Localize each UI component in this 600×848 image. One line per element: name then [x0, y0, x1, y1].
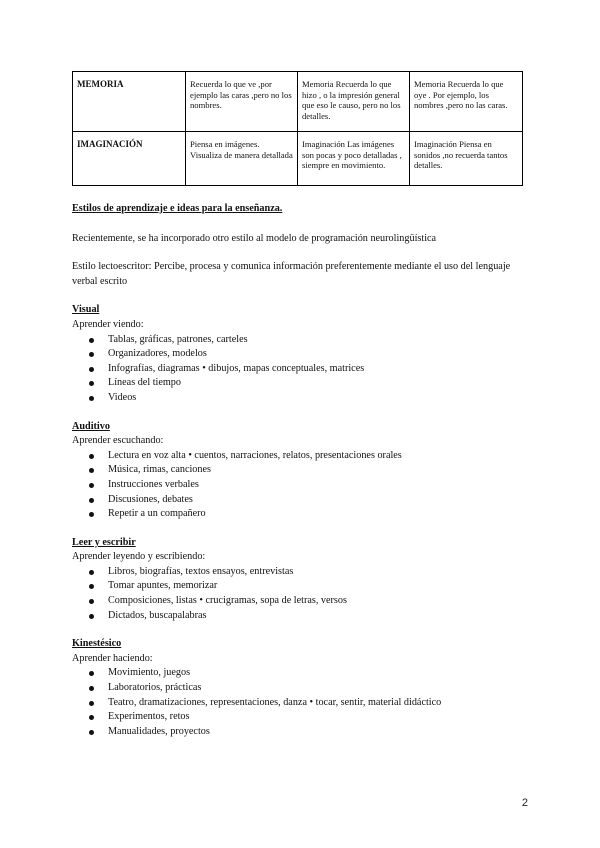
- list-item: Tablas, gráficas, patrones, carteles: [72, 333, 527, 348]
- row-header-imaginacion: IMAGINACIÓN: [73, 132, 186, 186]
- list-item: Manualidades, proyectos: [72, 725, 527, 740]
- list-item: Discusiones, debates: [72, 493, 527, 508]
- bullet-icon: [89, 614, 94, 619]
- list-item: Líneas del tiempo: [72, 376, 527, 391]
- table-cell: Imaginación Las imágenes son pocas y poco detalladas , siempre en movimiento.: [298, 132, 410, 186]
- bullet-icon: [89, 512, 94, 517]
- bullet-list: [72, 565, 527, 623]
- bullet-icon: [89, 483, 94, 488]
- list-item: Organizadores, modelos: [72, 347, 527, 362]
- section-subtitle: Aprender escuchando:: [72, 435, 164, 447]
- bullet-icon: [89, 686, 94, 691]
- table-cell: Recuerda lo que ve ,por ejemplo las caras ,pero no los nombres.: [186, 72, 298, 132]
- list-item: Videos: [72, 391, 527, 406]
- bullet-icon: [89, 468, 94, 473]
- bullet-icon: [89, 730, 94, 735]
- bullet-icon: [89, 454, 94, 459]
- bullet-icon: [89, 352, 94, 357]
- list-item: Experimentos, retos: [72, 710, 527, 725]
- list-item: Lectura en voz alta • cuentos, narraciones, relatos, presentaciones orales: [72, 449, 527, 464]
- table-cell: Memoria Recuerda lo que hizo , o la impresión general que eso le causo, pero no los detalles.: [298, 72, 410, 132]
- table-row: [73, 132, 523, 186]
- list-item: Tomar apuntes, memorizar: [72, 579, 527, 594]
- document-body: [72, 202, 527, 753]
- table-cell: Imaginación Piensa en sonidos ,no recuerda tantos detalles.: [410, 132, 523, 186]
- bullet-icon: [89, 584, 94, 589]
- bullet-icon: [89, 599, 94, 604]
- table-cell: Piensa en imágenes. Visualiza de manera detallada: [186, 132, 298, 186]
- section-title: Kinestésico: [72, 638, 122, 650]
- bullet-icon: [89, 498, 94, 503]
- list-item: Libros, biografías, textos ensayos, entrevistas: [72, 565, 527, 580]
- paragraph: Estilo lectoescritor: Percibe, procesa y comunica información preferentemente mediante el uso del lenguaje verbal escrito: [72, 261, 511, 287]
- page-number: 2: [521, 797, 528, 809]
- list-item: Teatro, dramatizaciones, representaciones, danza • tocar, sentir, material didáctico: [72, 696, 527, 711]
- paragraph: Recientemente, se ha incorporado otro estilo al modelo de programación neurolingüística: [72, 232, 437, 244]
- table-row: [73, 72, 523, 132]
- section-auditivo: [72, 420, 527, 522]
- bullet-icon: [89, 396, 94, 401]
- section-title: Leer y escribir: [72, 536, 136, 548]
- bullet-list: [72, 666, 527, 739]
- list-item: Instrucciones verbales: [72, 478, 527, 493]
- section-title: Auditivo: [72, 420, 110, 432]
- bullet-icon: [89, 367, 94, 372]
- list-item: Infografías, diagramas • dibujos, mapas conceptuales, matrices: [72, 362, 527, 377]
- bullet-icon: [89, 338, 94, 343]
- list-item: Laboratorios, prácticas: [72, 681, 527, 696]
- bullet-icon: [89, 715, 94, 720]
- section-title: Visual: [72, 304, 100, 316]
- section-leer-escribir: [72, 536, 527, 624]
- section-subtitle: Aprender leyendo y escribiendo:: [72, 551, 206, 563]
- list-item: Dictados, buscapalabras: [72, 609, 527, 624]
- bullet-icon: [89, 701, 94, 706]
- list-item: Composiciones, listas • crucigramas, sopa de letras, versos: [72, 594, 527, 609]
- bullet-list: [72, 333, 527, 406]
- bullet-list: [72, 449, 527, 522]
- list-item: Movimiento, juegos: [72, 666, 527, 681]
- bullet-icon: [89, 570, 94, 575]
- section-subtitle: Aprender viendo:: [72, 318, 144, 330]
- section-kinestesico: [72, 637, 527, 739]
- table-cell: Memoria Recuerda lo que oye . Por ejemplo, los nombres ,pero no las caras.: [410, 72, 523, 132]
- bullet-icon: [89, 671, 94, 676]
- list-item: Música, rimas, canciones: [72, 463, 527, 478]
- section-visual: [72, 303, 527, 405]
- section-subtitle: Aprender haciendo:: [72, 652, 153, 664]
- row-header-memoria: MEMORIA: [73, 72, 186, 132]
- list-item: Repetir a un compañero: [72, 507, 527, 522]
- learning-styles-table: [72, 71, 523, 186]
- section-heading: Estilos de aprendizaje e ideas para la enseñanza.: [72, 203, 283, 214]
- bullet-icon: [89, 381, 94, 386]
